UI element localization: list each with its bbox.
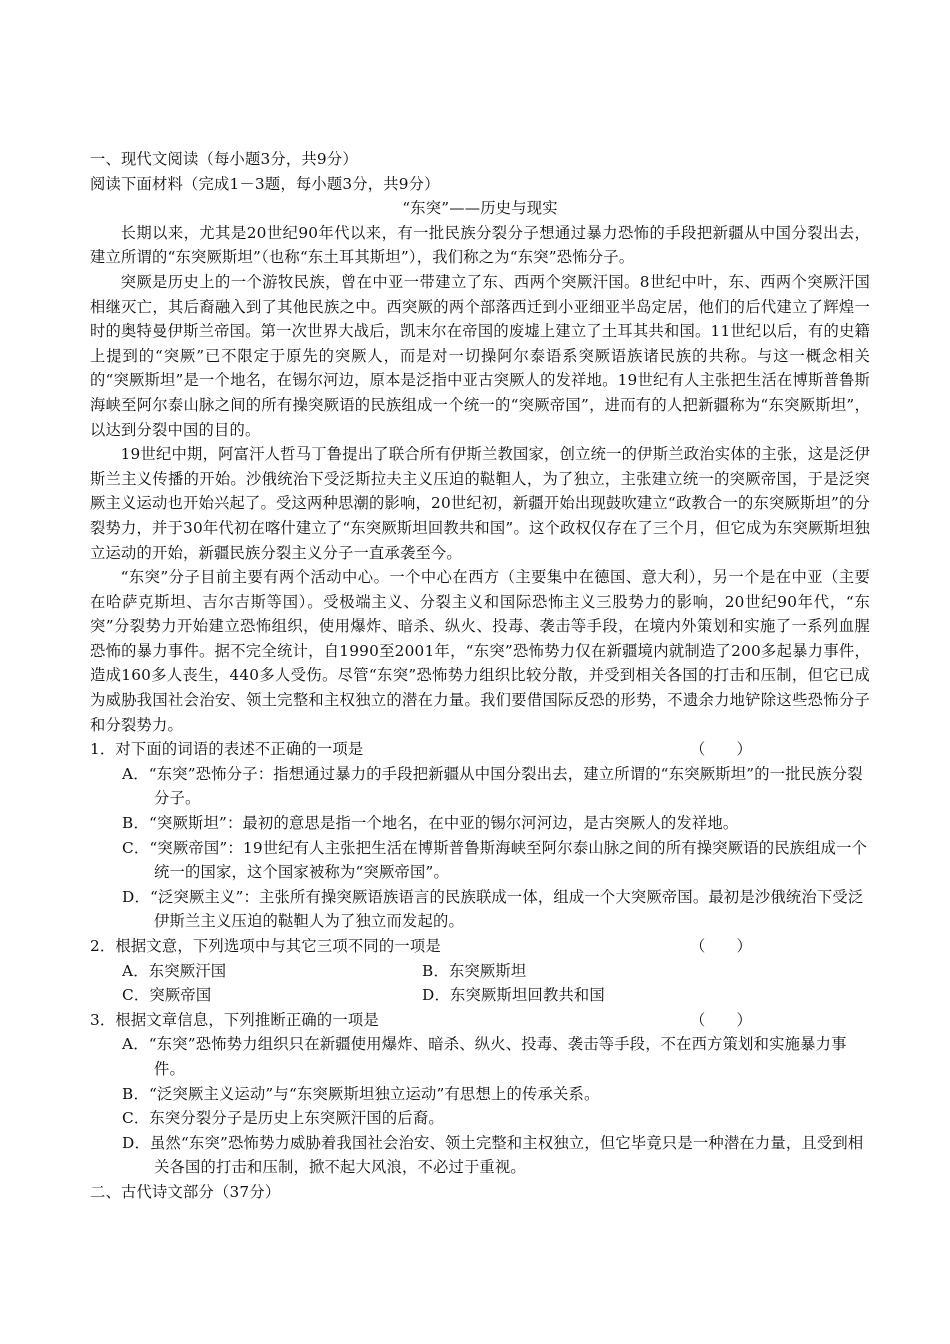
question-2-stem: 2．根据文意，下列选项中与其它三项不同的一项是 xyxy=(90,937,441,955)
question-2-answer-bracket: （ ） xyxy=(690,937,752,955)
article-paragraph-3: 19世纪中期，阿富汗人哲马丁鲁提出了联合所有伊斯兰教国家，创立统一的伊斯兰政治实体的主张，这是泛伊斯兰主义传播的开始。沙俄统治下受泛斯拉夫主义压迫的鞑靼人，为了独立，主张建立统一的突厥帝国，于是泛突厥主义运动也开始兴起了。受这两种思潮的影响，20世纪初，新疆开始出现鼓吹建立“政教合一的东突厥斯坦”的分裂势力，并于30年代初在喀什建立了“东突厥斯坦回教共和国”。这个政权仅存在了三个月，但它成为东突厥斯坦独立运动的开始，新疆民族分裂主义分子一直承袭至今。 xyxy=(90,445,870,562)
question-2-options-row-1 xyxy=(90,959,870,984)
question-3 xyxy=(90,1008,870,1033)
article-paragraph-1: 长期以来，尤其是20世纪90年代以来，有一批民族分裂分子想通过暴力恐怖的手段把新疆从中国分裂出去，建立所谓的“东突厥斯坦”（也称“东土耳其斯坦”），我们称之为“东突”恐怖分子。 xyxy=(90,223,870,267)
exam-page xyxy=(90,147,870,1205)
reading-instruction: 阅读下面材料（完成1－3题，每小题3分，共9分） xyxy=(90,174,440,193)
question-2 xyxy=(90,934,870,959)
question-1-option-a: A．“东突”恐怖分子：指想通过暴力的手段把新疆从中国分裂出去，建立所谓的“东突厥斯坦”的一批民族分裂分子。 xyxy=(122,764,863,808)
question-2-options-row-2 xyxy=(90,983,870,1008)
question-3-stem: 3．根据文章信息，下列推断正确的一项是 xyxy=(90,1010,379,1029)
question-1 xyxy=(90,737,870,762)
question-1-option-c: C．“突厥帝国”：19世纪有人主张把生活在博斯普鲁斯海峡至阿尔泰山脉之间的所有操突厥语的民族组成一个统一的国家，这个国家被称为“突厥帝国”。 xyxy=(122,838,868,882)
section2-heading: 二、古代诗文部分（37分） xyxy=(90,1182,281,1201)
question-3-answer-bracket: （ ） xyxy=(690,1010,752,1029)
article-title: “东突”——历史与现实 xyxy=(402,199,558,218)
section1-heading: 一、现代文阅读（每小题3分，共9分） xyxy=(90,150,358,168)
question-3-option-b: B．“泛突厥主义运动”与“东突厥斯坦独立运动”有思想上的传承关系。 xyxy=(122,1084,600,1103)
question-1-answer-bracket: （ ） xyxy=(690,740,752,759)
question-2-option-d: D．东突厥斯坦回教共和国 xyxy=(422,986,605,1005)
question-3-option-d: D．虽然“东突”恐怖势力威胁着我国社会治安、领土完整和主权独立，但它毕竟只是一种潜在力量，且受到相关各国的打击和压制，掀不起大风浪，不必过于重视。 xyxy=(122,1133,864,1177)
article-paragraph-2: 突厥是历史上的一个游牧民族，曾在中亚一带建立了东、西两个突厥汗国。8世纪中叶，东、西两个突厥汗国相继灭亡，其后裔融入到了其他民族之中。西突厥的两个部落西迁到小亚细亚半岛定居，他们的后代建立了辉煌一时的奥特曼伊斯兰帝国。第一次世界大战后，凯末尔在帝国的废墟上建立了土耳其共和国。11世纪以后，有的史籍上提到的“突厥”已不限定于原先的突厥人，而是对一切操阿尔泰语系突厥语族诸民族的共称。与这一概念相关的“突厥斯坦”是一个地名，在锡尔河边，原本是泛指中亚古突厥人的发祥地。19世纪有人主张把生活在博斯普鲁斯海峡至阿尔泰山脉之间的所有操突厥语的民族组成一个统一的“突厥帝国”，进而有的人把新疆称为“东突厥斯坦”，以达到分裂中国的目的。 xyxy=(90,272,870,439)
question-2-option-b: B．东突厥斯坦 xyxy=(422,961,527,980)
question-1-stem: 1．对下面的词语的表述不正确的一项是 xyxy=(90,740,364,759)
question-2-option-a: A．东突厥汗国 xyxy=(122,961,227,980)
question-2-option-c: C．突厥帝国 xyxy=(122,986,212,1005)
question-1-option-b: B．“突厥斯坦”：最初的意思是指一个地名，在中亚的锡尔河河边，是古突厥人的发祥地。 xyxy=(122,814,739,833)
question-3-option-a: A．“东突”恐怖势力组织只在新疆使用爆炸、暗杀、纵火、投毒、袭击等手段，不在西方策划和实施暴力事件。 xyxy=(122,1035,847,1078)
question-3-option-c: C．东突分裂分子是历史上东突厥汗国的后裔。 xyxy=(122,1109,444,1128)
article-paragraph-4: “东突”分子目前主要有两个活动中心。一个中心在西方（主要集中在德国、意大利），另一个是在中亚（主要在哈萨克斯坦、吉尔吉斯等国）。受极端主义、分裂主义和国际恐怖主义三股势力的影响，20世纪90年代，“东突”分裂势力开始建立恐怖组织，使用爆炸、暗杀、纵火、投毒、袭击等手段，在境内外策划和实施了一系列血腥恐怖的暴力事件。据不完全统计，自1990至2001年，“东突”恐怖势力仅在新疆境内就制造了200多起暴力事件，造成160多人丧生，440多人受伤。尽管“东突”恐怖势力组织比较分散，并受到相关各国的打击和压制，但它已成为威胁我国社会治安、领土完整和主权独立的潜在力量。我们要借国际反恐的形势，不遗余力地铲除这些恐怖分子和分裂势力。 xyxy=(90,568,870,734)
question-1-option-d: D．“泛突厥主义”：主张所有操突厥语族语言的民族联成一体，组成一个大突厥帝国。最初是沙俄统治下受泛伊斯兰主义压迫的鞑靼人为了独立而发起的。 xyxy=(122,887,864,931)
